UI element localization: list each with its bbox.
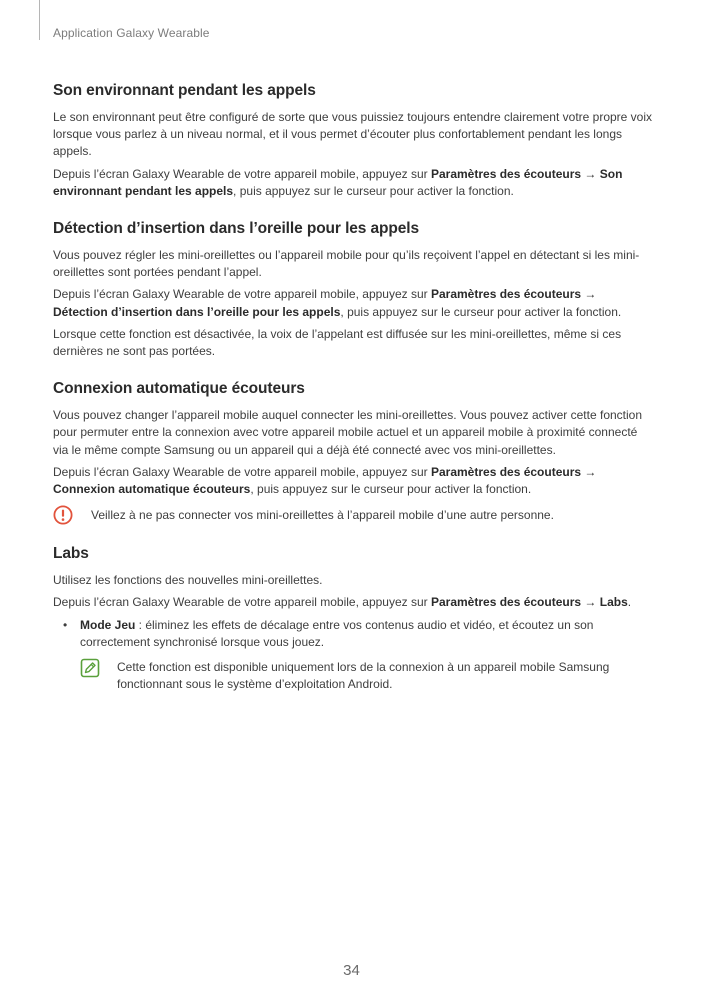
warning-text: Veillez à ne pas connecter vos mini-oreillettes à l’appareil mobile d’une autre personne. — [91, 508, 554, 523]
section-title: Labs — [53, 545, 89, 563]
note-text: Cette fonction est disponible uniquement lors de la connexion à un appareil mobile Samsung fonctionnant sous le système d’exploitation Android. — [117, 660, 610, 692]
page-content — [53, 82, 653, 713]
paragraph: Le son environnant peut être configuré de sorte que vous puissiez toujours entendre clairement votre propre voix lorsque vous parlez à un niveau normal, et il vous permet d’écouter plus confortablement pendant les longs appels. — [53, 110, 653, 159]
section-son-environnant — [53, 82, 653, 200]
header-rule — [39, 0, 40, 40]
instruction-paragraph: Depuis l’écran Galaxy Wearable de votre appareil mobile, appuyez sur Paramètres des écouteurs → Son environnant pendant les appels, puis appuyez sur le curseur pour activer la fonction. — [53, 166, 623, 198]
menu-path-item: Connexion automatique écouteurs — [53, 482, 251, 497]
menu-path-item: Son environnant pendant les appels — [53, 166, 623, 198]
menu-path-item: Paramètres des écouteurs — [430, 166, 582, 181]
paragraph: Utilisez les fonctions des nouvelles mini-oreillettes. — [53, 573, 323, 588]
instruction-paragraph: Depuis l’écran Galaxy Wearable de votre appareil mobile, appuyez sur Paramètres des écouteurs → Connexion automatique écouteurs, puis appuyez sur le curseur pour activer la fonction. — [53, 464, 597, 497]
paragraph: Vous pouvez changer l’appareil mobile auquel connecter les mini-oreillettes. Vous pouvez activer cette fonction pour permuter entre la connexion avec votre appareil mobile actuel et un appareil mobile à proximité connecté via le même compte Samsung ou un appareil qui a déjà été connecté avec vos mini-oreillettes. — [53, 408, 643, 457]
menu-path-item: Paramètres des écouteurs — [430, 287, 582, 302]
warning-note — [53, 507, 653, 525]
section-connexion — [53, 380, 653, 525]
section-title: Détection d’insertion dans l’oreille pour les appels — [53, 220, 420, 238]
bullet-marker: • — [63, 617, 68, 632]
menu-path-item: Paramètres des écouteurs — [430, 464, 582, 479]
section-title: Son environnant pendant les appels — [53, 82, 316, 99]
warning-icon — [53, 505, 73, 525]
memo-pencil-icon — [80, 658, 100, 678]
section-detection — [53, 220, 653, 360]
section-title: Connexion automatique écouteurs — [53, 380, 305, 398]
instruction-paragraph: Depuis l’écran Galaxy Wearable de votre appareil mobile, appuyez sur Paramètres des écouteurs → Détection d’insertion dans l’oreille pour les appels, puis appuyez sur le curseur pour activer la fonction. — [53, 287, 622, 319]
section-labs — [53, 545, 653, 693]
menu-path-item: Labs — [599, 595, 628, 610]
bullet-term: Mode Jeu — [80, 617, 136, 632]
info-note — [80, 659, 653, 693]
menu-path-item: Détection d’insertion dans l’oreille pour les appels — [53, 304, 341, 319]
page-number: 34 — [343, 962, 360, 979]
instruction-paragraph: Depuis l’écran Galaxy Wearable de votre appareil mobile, appuyez sur Paramètres des écouteurs → Labs. — [53, 595, 632, 610]
paragraph: Vous pouvez régler les mini-oreillettes ou l’appareil mobile pour qu’ils reçoivent l’appel en détectant si les mini-oreillettes sont portées pendant l’appel. — [53, 248, 640, 280]
menu-path-item: Paramètres des écouteurs — [430, 595, 582, 610]
paragraph: Lorsque cette fonction est désactivée, la voix de l’appelant est diffusée sur les mini-oreillettes, même si ces dernières ne sont pas portées. — [53, 326, 622, 359]
running-header: Application Galaxy Wearable — [53, 26, 210, 40]
bullet-item: • Mode Jeu : éliminez les effets de décalage entre vos contenus audio et vidéo, et écoutez un son correctement synchronisé lorsque vous jouez. — [53, 617, 653, 651]
